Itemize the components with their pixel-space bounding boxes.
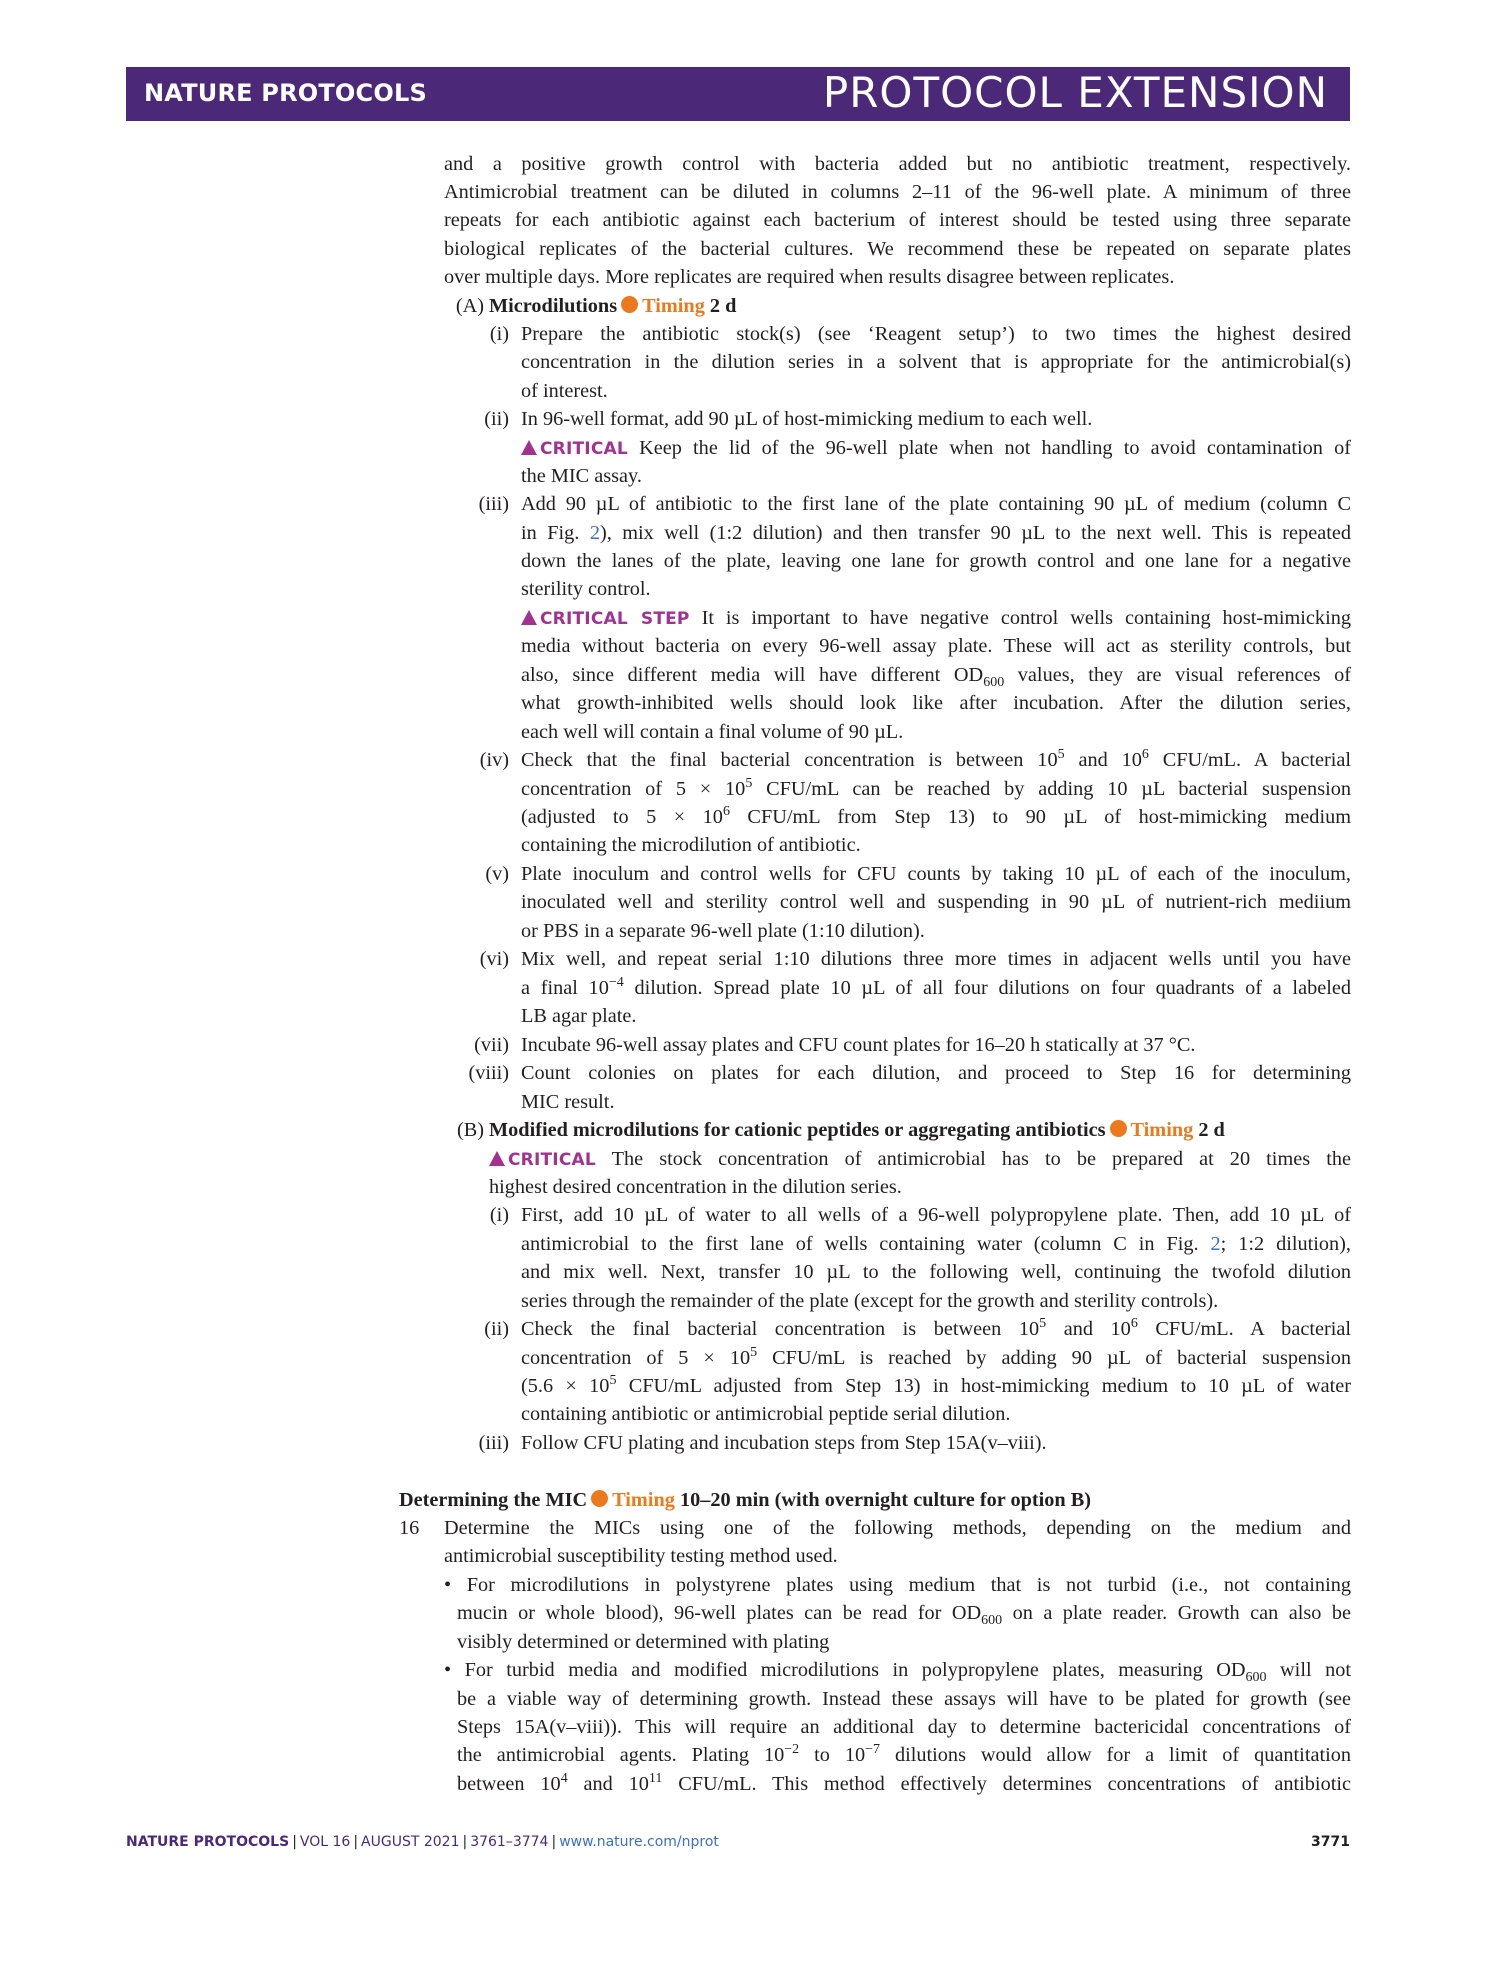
- text-span: a final 10: [521, 977, 609, 999]
- section-a-title: Microdilutions: [489, 295, 618, 317]
- step-label: (iv): [479, 749, 509, 771]
- text-line: MIC result.: [521, 1091, 615, 1113]
- text-span: CFU/mL from Step 13) to 90 µL of host-mimicking medium: [729, 806, 1352, 828]
- critical-triangle-icon: [489, 1151, 505, 1166]
- superscript: −4: [608, 975, 624, 991]
- timing-dot-icon: [591, 1490, 608, 1507]
- text-line: LB agar plate.: [521, 1005, 637, 1027]
- superscript: 5: [750, 1345, 758, 1361]
- critical-note: [489, 1145, 1351, 1174]
- mic-heading: [399, 1486, 1091, 1514]
- text-span: Check that the final bacterial concentration is between 10: [521, 749, 1058, 771]
- critical-text: It is important to have negative control wells containing host-mimicking: [701, 607, 1351, 629]
- section-b-heading: [489, 1116, 1225, 1144]
- text-line: sterility control.: [521, 578, 651, 600]
- critical-step-label: CRITICAL STEP: [540, 609, 690, 629]
- text-line: and mix well. Next, transfer 10 µL to the following well, continuing the twofold dilution: [521, 1261, 1351, 1283]
- text-line: [521, 1230, 1351, 1258]
- text-span: and 10: [567, 1773, 649, 1795]
- critical-text: Keep the lid of the 96-well plate when not handling to avoid contamination of: [639, 437, 1351, 459]
- subscript: 600: [981, 1613, 1003, 1629]
- text-span: mucin or whole blood), 96-well plates can be read for OD: [457, 1602, 982, 1624]
- text-span: dilutions would allow for a limit of quantitation: [880, 1744, 1351, 1766]
- section-b-time: 2 d: [1198, 1119, 1225, 1141]
- text-line: each well will contain a final volume of 90 µL.: [521, 721, 904, 743]
- text-line: Count colonies on plates for each dilution, and proceed to Step 16 for determining: [521, 1062, 1351, 1084]
- text-span: CFU/mL is reached by adding 90 µL of bacterial suspension: [757, 1347, 1351, 1369]
- text-line: media without bacteria on every 96-well assay plate. These will act as sterility controls, but: [521, 635, 1351, 657]
- figure-link[interactable]: 2: [1210, 1233, 1221, 1255]
- text-line: highest desired concentration in the dilution series.: [489, 1176, 902, 1198]
- text-line: Determine the MICs using one of the following methods, depending on the medium and: [444, 1517, 1351, 1539]
- section-b-title: Modified microdilutions for cationic peptides or aggregating antibiotics: [489, 1119, 1106, 1141]
- text-line: over multiple days. More replicates are required when results disagree between replicates.: [444, 266, 1175, 288]
- text-span: (adjusted to 5 × 10: [521, 806, 723, 828]
- text-span: CFU/mL. A bacterial: [1137, 1318, 1351, 1340]
- superscript: 5: [1057, 747, 1065, 763]
- superscript: 5: [1039, 1316, 1047, 1332]
- critical-triangle-icon: [521, 440, 537, 455]
- text-line: [457, 1741, 1351, 1769]
- text-span: to 10: [799, 1744, 866, 1766]
- text-line: Antimicrobial treatment can be diluted in columns 2–11 of the 96-well plate. A minimum of three: [444, 181, 1351, 203]
- step-label: (ii): [484, 1318, 509, 1340]
- text-line: [521, 1372, 1351, 1400]
- superscript: 6: [722, 804, 730, 820]
- text-span: in Fig.: [521, 522, 580, 544]
- text-line: [521, 974, 1351, 1002]
- journal-header-bar: [126, 67, 1350, 121]
- step-label: (i): [489, 323, 509, 345]
- step-label: (viii): [468, 1062, 509, 1084]
- text-span: on a plate reader. Growth can also be: [1002, 1602, 1351, 1624]
- text-line: concentration in the dilution series in a solvent that is appropriate for the antimicrobial(s): [521, 351, 1351, 373]
- superscript: 5: [609, 1373, 617, 1389]
- step-label: (iii): [478, 493, 509, 515]
- text-line: containing the microdilution of antibiotic.: [521, 834, 861, 856]
- step-label: (i): [489, 1204, 509, 1226]
- text-line: the MIC assay.: [521, 465, 642, 487]
- text-line: [521, 1344, 1351, 1372]
- text-span: CFU/mL. A bacterial: [1148, 749, 1352, 771]
- critical-note: [521, 434, 1351, 463]
- text-span: concentration of 5 × 10: [521, 1347, 751, 1369]
- text-span: (5.6 × 10: [521, 1375, 610, 1397]
- text-line: down the lanes of the plate, leaving one lane for growth control and one lane for a negative: [521, 550, 1351, 572]
- text-line: [521, 519, 1351, 547]
- section-b-label: (B): [456, 1119, 484, 1141]
- text-line: repeats for each antibiotic against each bacterium of interest should be tested using three separate: [444, 209, 1351, 231]
- critical-triangle-icon: [521, 610, 537, 625]
- text-line: Prepare the antibiotic stock(s) (see ‘Reagent setup’) to two times the highest desired: [521, 323, 1351, 345]
- timing-dot-icon: [1110, 1120, 1127, 1137]
- text-line: Steps 15A(v–viii)). This will require an additional day to determine bactericidal concentrations of: [457, 1716, 1351, 1738]
- superscript: −7: [865, 1742, 881, 1758]
- text-span: • For turbid media and modified microdilutions in polypropylene plates, measuring OD: [444, 1659, 1246, 1681]
- superscript: 6: [1130, 1316, 1138, 1332]
- mic-heading-title: Determining the MIC: [399, 1489, 588, 1511]
- text-span: ), mix well (1:2 dilution) and then transfer 90 µL to the next well. This is repeated: [599, 522, 1351, 544]
- text-span: also, since different media will have different OD: [521, 664, 984, 686]
- page-number: 3771: [1311, 1834, 1350, 1850]
- bullet-item: [444, 1656, 1351, 1684]
- step-label: (ii): [484, 408, 509, 430]
- text-line: [521, 1315, 1351, 1343]
- journal-name: NATURE PROTOCOLS: [144, 79, 427, 107]
- text-span: will not: [1266, 1659, 1351, 1681]
- text-line: Mix well, and repeat serial 1:10 dilutions three more times in adjacent wells until you have: [521, 948, 1351, 970]
- footer-pages: 3761–3774: [470, 1834, 549, 1850]
- text-line: In 96-well format, add 90 µL of host-mimicking medium to each well.: [521, 408, 1093, 430]
- step-label: (vii): [474, 1034, 509, 1056]
- text-span: dilution. Spread plate 10 µL of all four dilutions on four quadrants of a labeled: [623, 977, 1351, 999]
- text-line: of interest.: [521, 380, 608, 402]
- text-line: Plate inoculum and control wells for CFU counts by taking 10 µL of each of the inoculum,: [521, 863, 1351, 885]
- text-span: values, they are visual references of: [1004, 664, 1351, 686]
- text-line: what growth-inhibited wells should look like after incubation. After the dilution series,: [521, 692, 1351, 714]
- footer-url-link[interactable]: www.nature.com/nprot: [559, 1834, 719, 1850]
- critical-text: The stock concentration of antimicrobial has to be prepared at 20 times the: [611, 1148, 1351, 1170]
- critical-label: CRITICAL: [508, 1150, 596, 1170]
- timing-label: Timing: [642, 295, 705, 317]
- page-footer: NATURE PROTOCOLS | VOL 16 | AUGUST 2021 | 3761–3774 | www.nature.com/nprot: [126, 1834, 719, 1850]
- timing-label: Timing: [1130, 1119, 1194, 1141]
- text-line: [521, 661, 1351, 689]
- footer-journal: NATURE PROTOCOLS: [126, 1834, 290, 1850]
- text-line: and a positive growth control with bacteria added but no antibiotic treatment, respectively.: [444, 153, 1351, 175]
- mic-heading-time: 10–20 min (with overnight culture for option B): [679, 1489, 1092, 1511]
- text-line: Follow CFU plating and incubation steps from Step 15A(v–viii).: [521, 1432, 1047, 1454]
- text-span: and 10: [1046, 1318, 1131, 1340]
- text-span: ; 1:2 dilution),: [1220, 1233, 1351, 1255]
- text-span: and 10: [1064, 749, 1142, 771]
- superscript: 4: [560, 1771, 568, 1787]
- text-span: the antimicrobial agents. Plating 10: [457, 1744, 785, 1766]
- text-line: Incubate 96-well assay plates and CFU count plates for 16–20 h statically at 37 °C.: [521, 1034, 1196, 1056]
- section-a-time: 2 d: [709, 295, 737, 317]
- step-number: 16: [399, 1517, 420, 1539]
- subscript: 600: [983, 675, 1005, 691]
- step-label: (v): [485, 863, 509, 885]
- section-a-label: (A): [455, 295, 484, 317]
- figure-link[interactable]: 2: [589, 522, 600, 544]
- text-line: antimicrobial susceptibility testing method used.: [444, 1545, 838, 1567]
- superscript: 5: [745, 776, 753, 792]
- text-span: CFU/mL adjusted from Step 13) in host-mimicking medium to 10 µL of water: [616, 1375, 1351, 1397]
- text-span: CFU/mL. This method effectively determines concentrations of antibiotic: [662, 1773, 1351, 1795]
- superscript: 11: [648, 1771, 663, 1787]
- timing-dot-icon: [621, 296, 638, 313]
- text-line: First, add 10 µL of water to all wells of a 96-well polypropylene plate. Then, add 10 µL of: [521, 1204, 1351, 1226]
- critical-label: CRITICAL: [540, 439, 628, 459]
- text-line: [457, 1770, 1351, 1798]
- section-a-heading: [489, 292, 736, 320]
- timing-label: Timing: [612, 1489, 675, 1511]
- article-type: PROTOCOL EXTENSION: [822, 68, 1328, 117]
- text-span: CFU/mL can be reached by adding 10 µL bacterial suspension: [752, 778, 1352, 800]
- footer-volume: VOL 16: [299, 1834, 351, 1850]
- text-span: antimicrobial to the first lane of wells containing water (column C in Fig.: [521, 1233, 1199, 1255]
- text-line: containing antibiotic or antimicrobial peptide serial dilution.: [521, 1403, 1011, 1425]
- text-line: be a viable way of determining growth. Instead these assays will have to be plated for growth (see: [457, 1688, 1351, 1710]
- text-span: concentration of 5 × 10: [521, 778, 746, 800]
- text-line: or PBS in a separate 96-well plate (1:10 dilution).: [521, 920, 925, 942]
- subscript: 600: [1245, 1670, 1267, 1686]
- bullet-item: • For microdilutions in polystyrene plates using medium that is not turbid (i.e., not containing: [444, 1574, 1351, 1596]
- text-line: [521, 746, 1351, 774]
- step-label: (vi): [479, 948, 509, 970]
- text-line: Add 90 µL of antibiotic to the first lane of the plate containing 90 µL of medium (column C: [521, 493, 1351, 515]
- superscript: 6: [1141, 747, 1149, 763]
- text-line: inoculated well and sterility control well and suspending in 90 µL of nutrient-rich mediium: [521, 891, 1351, 913]
- text-line: [457, 1599, 1351, 1627]
- critical-step-note: [521, 604, 1351, 633]
- step-label: (iii): [478, 1432, 509, 1454]
- text-line: [521, 803, 1351, 831]
- text-span: between 10: [457, 1773, 561, 1795]
- text-line: [521, 775, 1351, 803]
- footer-date: AUGUST 2021: [361, 1834, 460, 1850]
- text-line: visibly determined or determined with plating: [457, 1631, 830, 1653]
- text-line: biological replicates of the bacterial cultures. We recommend these be repeated on separate plates: [444, 238, 1351, 260]
- text-line: series through the remainder of the plate (except for the growth and sterility controls).: [521, 1290, 1219, 1312]
- superscript: −2: [784, 1742, 800, 1758]
- text-span: Check the final bacterial concentration is between 10: [521, 1318, 1040, 1340]
